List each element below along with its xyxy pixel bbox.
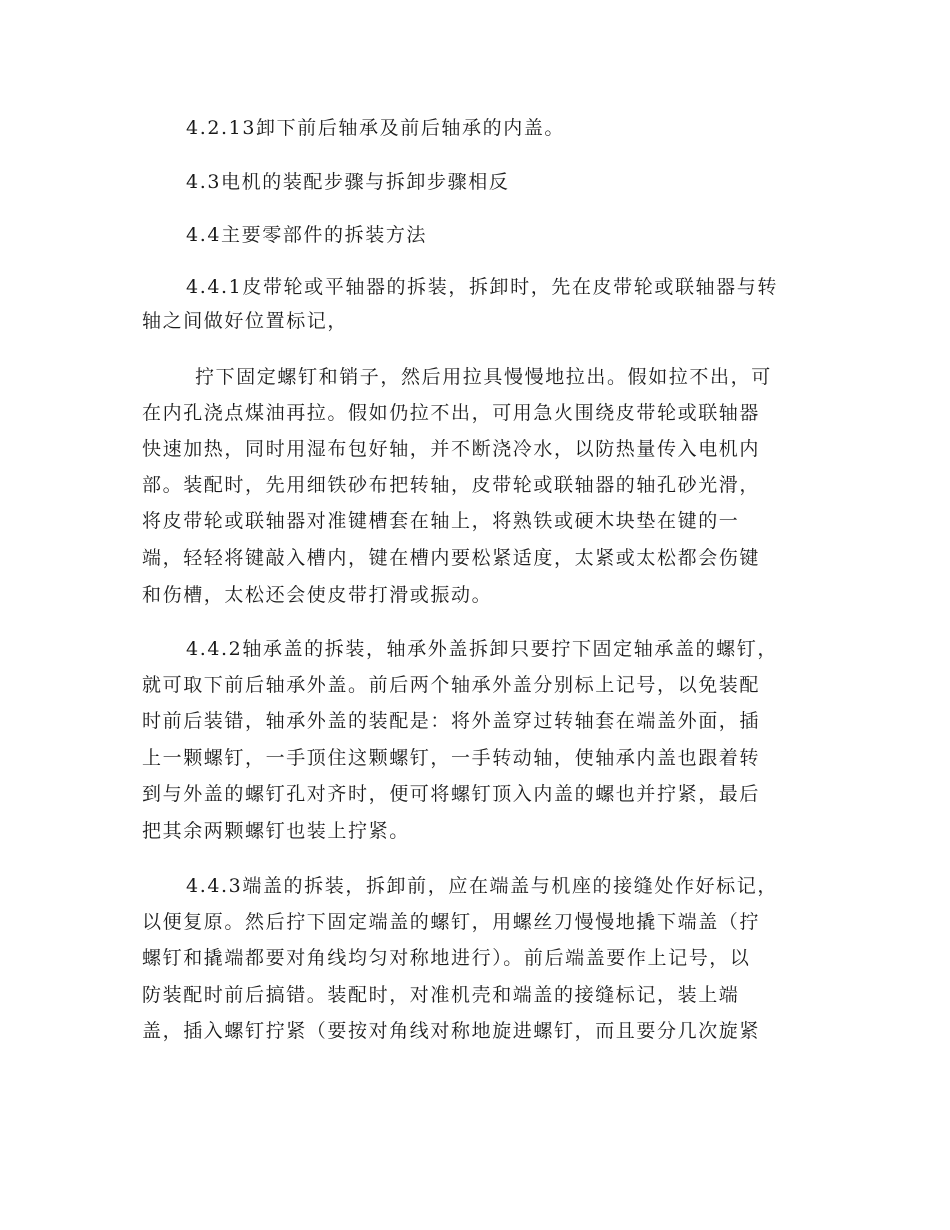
paragraph-4-4-2-line-3: 时前后装错，轴承外盖的装配是：将外盖穿过转轴套在端盖外面，插 [142,710,761,732]
paragraph-body-line-3: 快速加热，同时用湿布包好轴，并不断浇冷水，以防热量传入电机内 [142,438,761,460]
paragraph-4-4-2-line-6: 把其余两颗螺钉也装上拧紧。 [142,820,410,842]
paragraph-body-line-6: 端，轻轻将键敲入槽内，键在槽内要松紧适度，太紧或太松都会伤键 [142,547,761,569]
line-4-2-13: 4.2.13卸下前后轴承及前后轴承的内盖。 [186,117,566,139]
paragraph-body-line-7: 和伤槽，太松还会使皮带打滑或振动。 [142,584,493,606]
paragraph-4-4-2-line-1: 4.4.2轴承盖的拆装，轴承外盖拆卸只要拧下固定轴承盖的螺钉， [186,638,778,660]
line-4-4: 4.4主要零部件的拆装方法 [186,224,428,246]
paragraph-4-4-3-line-3: 螺钉和撬端都要对角线均匀对称地进行）。前后端盖要作上记号，以 [142,947,751,969]
paragraph-4-4-3-line-5: 盖，插入螺钉拧紧（要按对角线对称地旋进螺钉，而且要分几次旋紧 [142,1020,761,1042]
paragraph-4-4-2-line-4: 上一颗螺钉，一手顶住这颗螺钉，一手转动轴，使轴承内盖也跟着转 [142,747,761,769]
paragraph-4-4-3-line-2: 以便复原。然后拧下固定端盖的螺钉，用螺丝刀慢慢地撬下端盖（拧 [142,911,761,933]
paragraph-body-line-5: 将皮带轮或联轴器对准键槽套在轴上，将熟铁或硬木块垫在键的一 [142,510,740,532]
paragraph-4-4-2-line-2: 就可取下前后轴承外盖。前后两个轴承外盖分别标上记号，以免装配 [142,674,761,696]
paragraph-4-4-2-line-5: 到与外盖的螺钉孔对齐时，便可将螺钉顶入内盖的螺也并拧紧，最后 [142,783,761,805]
paragraph-body-line-1: 拧下固定螺钉和销子，然后用拉具慢慢地拉出。假如拉不出，可 [195,366,772,388]
paragraph-4-4-3-line-4: 防装配时前后搞错。装配时，对准机壳和端盖的接缝标记，装上端 [142,984,740,1006]
paragraph-4-4-1-line-2: 轴之间做好位置标记， [142,310,349,332]
paragraph-4-4-3-line-1: 4.4.3端盖的拆装，拆卸前，应在端盖与机座的接缝处作好标记， [186,875,778,897]
paragraph-body-line-4: 部。装配时，先用细铁砂布把转轴，皮带轮或联轴器的轴孔砂光滑， [142,474,761,496]
line-4-3: 4.3电机的装配步骤与拆卸步骤相反 [186,171,510,193]
paragraph-body-line-2: 在内孔浇点煤油再拉。假如仍拉不出，可用急火围绕皮带轮或联轴器 [142,402,761,424]
paragraph-4-4-1-line-1: 4.4.1皮带轮或平轴器的拆装，拆卸时，先在皮带轮或联轴器与转 [186,276,778,298]
